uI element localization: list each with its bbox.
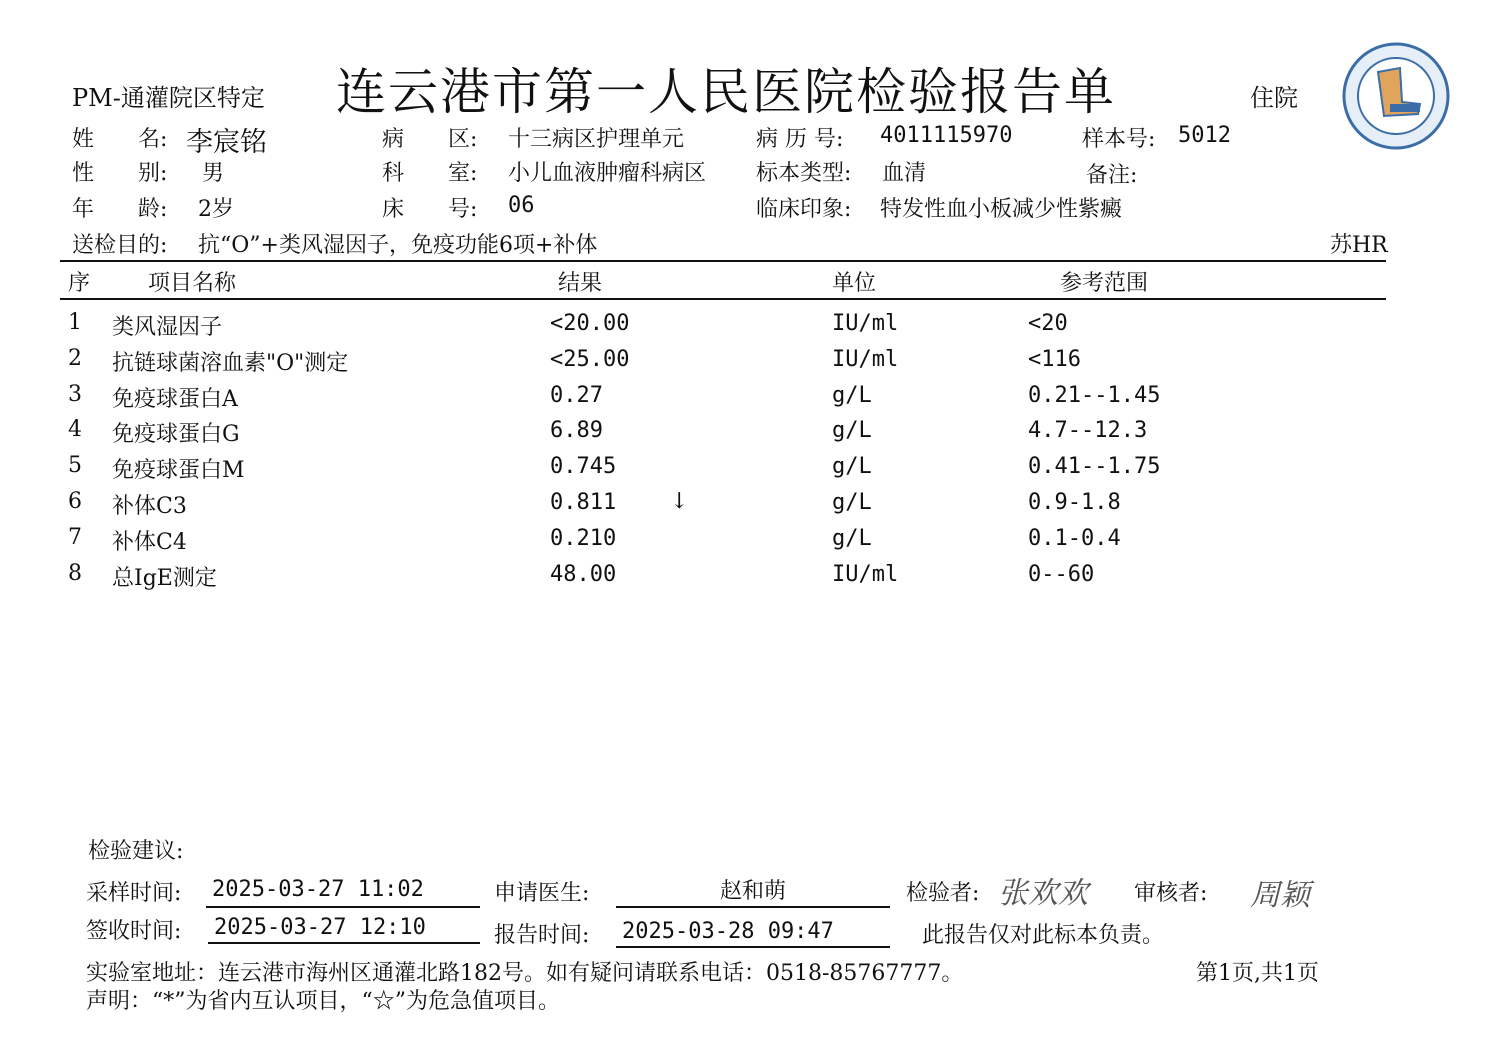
header-result: 结果 [558,271,603,296]
admission-type: 住院 [1250,84,1298,112]
table-header-rule [60,298,1386,300]
patient-name: 李宸铭 [186,127,267,158]
advice-label: 检验建议: [88,839,184,864]
row-item-name: 总IgE测定 [112,566,217,591]
lab-address: 实验室地址：连云港市海州区通灌北路182号。如有疑问请联系电话：0518-85767777。 [86,961,964,986]
row-item-name: 免疫球蛋白G [112,422,240,447]
ward-value: 十三病区护理单元 [508,127,685,152]
sample-value: 5012 [1178,123,1231,148]
row-result: 0.27 [550,383,603,408]
row-range: 0.21--1.45 [1028,383,1161,408]
dept-value: 小儿血液肿瘤科病区 [508,161,707,186]
reviewer-label: 审核者: [1134,881,1208,906]
ward-label: 病 区: [382,127,478,152]
header-seq: 序 [68,271,91,296]
report-time-label: 报告时间: [494,923,590,948]
specimen-label: 标本类型: [756,161,852,186]
doctor-value: 赵和萌 [719,879,786,904]
row-flag: ↓ [670,489,689,514]
row-item-name: 免疫球蛋白M [112,458,245,483]
patient-name-label: 姓 名: [72,127,168,152]
collect-time-label: 采样时间: [86,881,182,906]
table-top-rule [60,260,1386,262]
header-unit: 单位 [832,271,877,296]
disclaimer: 此报告仅对此标本负责。 [922,923,1165,948]
row-seq: 5 [68,453,82,478]
row-unit: IU/ml [832,311,899,336]
row-seq: 4 [68,417,82,442]
report-title: 连云港市第一人民医院检验报告单 [336,63,1116,121]
row-unit: g/L [832,418,872,443]
row-result: 48.00 [550,562,617,587]
operator-code: 苏HR [1330,233,1388,258]
age-label: 年 龄: [72,197,168,222]
bed-value: 06 [508,193,535,218]
doctor-underline [616,906,890,908]
row-seq: 7 [68,525,82,550]
collect-time-underline [206,906,480,908]
gender-value: 男 [202,161,225,186]
row-unit: g/L [832,526,872,551]
reviewer-signature: 周颖 [1250,878,1310,913]
row-seq: 2 [68,346,82,371]
header-name: 项目名称 [148,271,237,296]
specimen-value: 血清 [882,161,927,186]
gender-label: 性 别: [72,161,168,186]
hospital-district: PM-通灌院区特定 [72,84,265,112]
row-unit: IU/ml [832,347,899,372]
age-value: 2岁 [198,197,234,222]
row-range: 0.1-0.4 [1028,526,1121,551]
page-number: 第1页,共1页 [1196,961,1319,986]
row-result: <25.00 [550,347,630,372]
tester-label: 检验者: [906,881,980,906]
row-unit: g/L [832,490,872,515]
row-range: 4.7--12.3 [1028,418,1148,443]
clinical-label: 临床印象: [756,197,852,222]
row-item-name: 免疫球蛋白A [112,387,238,412]
row-seq: 6 [68,489,82,514]
row-range: 0.41--1.75 [1028,454,1161,479]
row-result: <20.00 [550,311,630,336]
statement: 声明：“*”为省内互认项目，“☆”为危急值项目。 [86,989,560,1014]
row-range: 0.9-1.8 [1028,490,1121,515]
report-time-value: 2025-03-28 09:47 [622,919,834,944]
record-label: 病 历 号: [756,127,844,152]
receive-time-label: 签收时间: [86,919,182,944]
remark-label: 备注: [1086,163,1138,188]
row-unit: g/L [832,383,872,408]
row-seq: 1 [68,310,82,335]
row-range: <20 [1028,311,1068,336]
clinical-value: 特发性血小板减少性紫癜 [880,197,1123,222]
sample-label: 样本号: [1082,127,1156,152]
receive-time-value: 2025-03-27 12:10 [214,915,426,940]
receive-time-underline [208,942,480,944]
report-time-underline [616,946,890,948]
dept-label: 科 室: [382,161,478,186]
bed-label: 床 号: [382,197,478,222]
row-result: 0.811 [550,490,617,515]
hospital-seal-icon [1340,42,1452,150]
row-seq: 8 [68,561,82,586]
row-item-name: 补体C3 [112,494,187,519]
row-item-name: 抗链球菌溶血素"O"测定 [112,351,349,376]
row-unit: IU/ml [832,562,899,587]
header-range: 参考范围 [1060,271,1149,296]
purpose-label: 送检目的: [72,233,168,258]
row-result: 0.745 [550,454,617,479]
row-unit: g/L [832,454,872,479]
row-result: 0.210 [550,526,617,551]
row-item-name: 补体C4 [112,530,187,555]
row-result: 6.89 [550,418,603,443]
row-item-name: 类风湿因子 [112,315,223,340]
doctor-label: 申请医生: [494,881,590,906]
row-range: <116 [1028,347,1081,372]
row-seq: 3 [68,382,82,407]
record-value: 4011115970 [880,123,1013,148]
purpose-value: 抗“O”+类风湿因子，免疫功能6项+补体 [198,233,598,258]
collect-time-value: 2025-03-27 11:02 [212,877,424,902]
row-range: 0--60 [1028,562,1095,587]
tester-signature: 张欢欢 [998,876,1088,911]
